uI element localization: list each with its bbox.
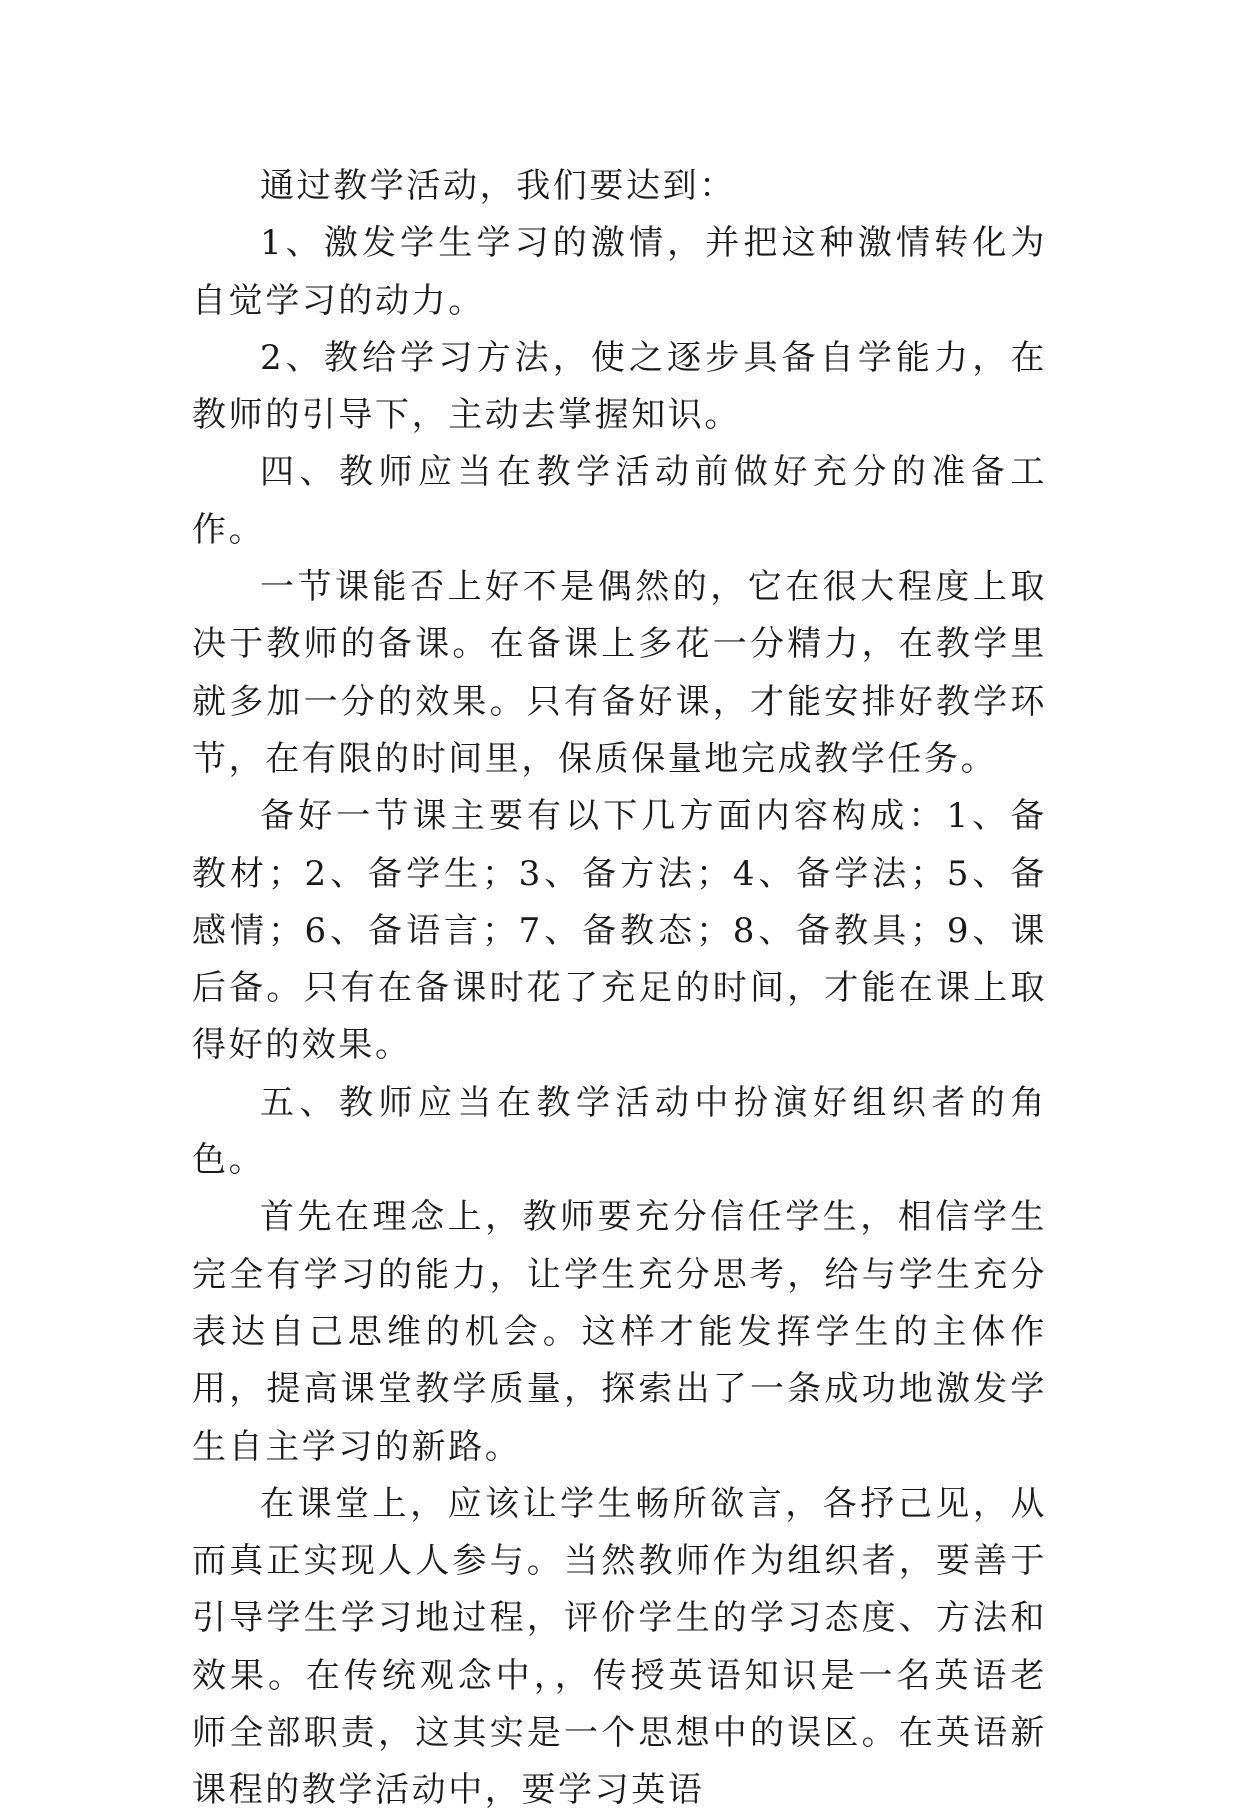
paragraph-goal-2: 2、教给学习方法，使之逐步具备自学能力，在教师的引导下，主动去掌握知识。 xyxy=(192,337,1047,436)
paragraph-intro: 通过教学活动，我们要达到： xyxy=(260,166,736,206)
section-heading-4: 四、教师应当在教学活动前做好充分的准备工作。 xyxy=(192,452,1047,550)
paragraph-goal-1: 1、激发学生学习的激情，并把这种激情转化为自觉学习的动力。 xyxy=(192,223,1047,321)
paragraph-prep-content: 备好一节课主要有以下几方面内容构成：1、备教材；2、备学生；3、备方法；4、备学法；5、备感情；6、备语言；7、备教态；8、备教具；9、课后备。只有在备课时花了充足的时间，才能在课上取得好的效果。 xyxy=(192,796,1047,1066)
section-heading-5: 五、教师应当在教学活动中扮演好组织者的角色。 xyxy=(192,1082,1047,1181)
paragraph-trust-students: 首先在理念上，教师要充分信任学生，相信学生完全有学习的能力，让学生充分思考，给与学生充分表达自己思维的机会。这样才能发挥学生的主体作用，提高课堂教学质量，探索出了一条成功地激发学生自主学习的新路。 xyxy=(192,1197,1047,1467)
body-text xyxy=(192,158,1047,1820)
paragraph-lesson-prep: 一节课能否上好不是偶然的，它在很大程度上取决于教师的备课。在备课上多花一分精力，在教学里就多加一分的效果。只有备好课，才能安排好教学环节，在有限的时间里，保质保量地完成教学任务。 xyxy=(192,567,1047,779)
paragraph-classroom: 在课堂上，应该让学生畅所欲言，各抒己见，从而真正实现人人参与。当然教师作为组织者，要善于引导学生学习地过程，评价学生的学习态度、方法和效果。在传统观念中，，传授英语知识是一名英语老师全部职责，这其实是一个思想中的误区。在英语新课程的教学活动中，要学习英语 xyxy=(192,1483,1047,1811)
